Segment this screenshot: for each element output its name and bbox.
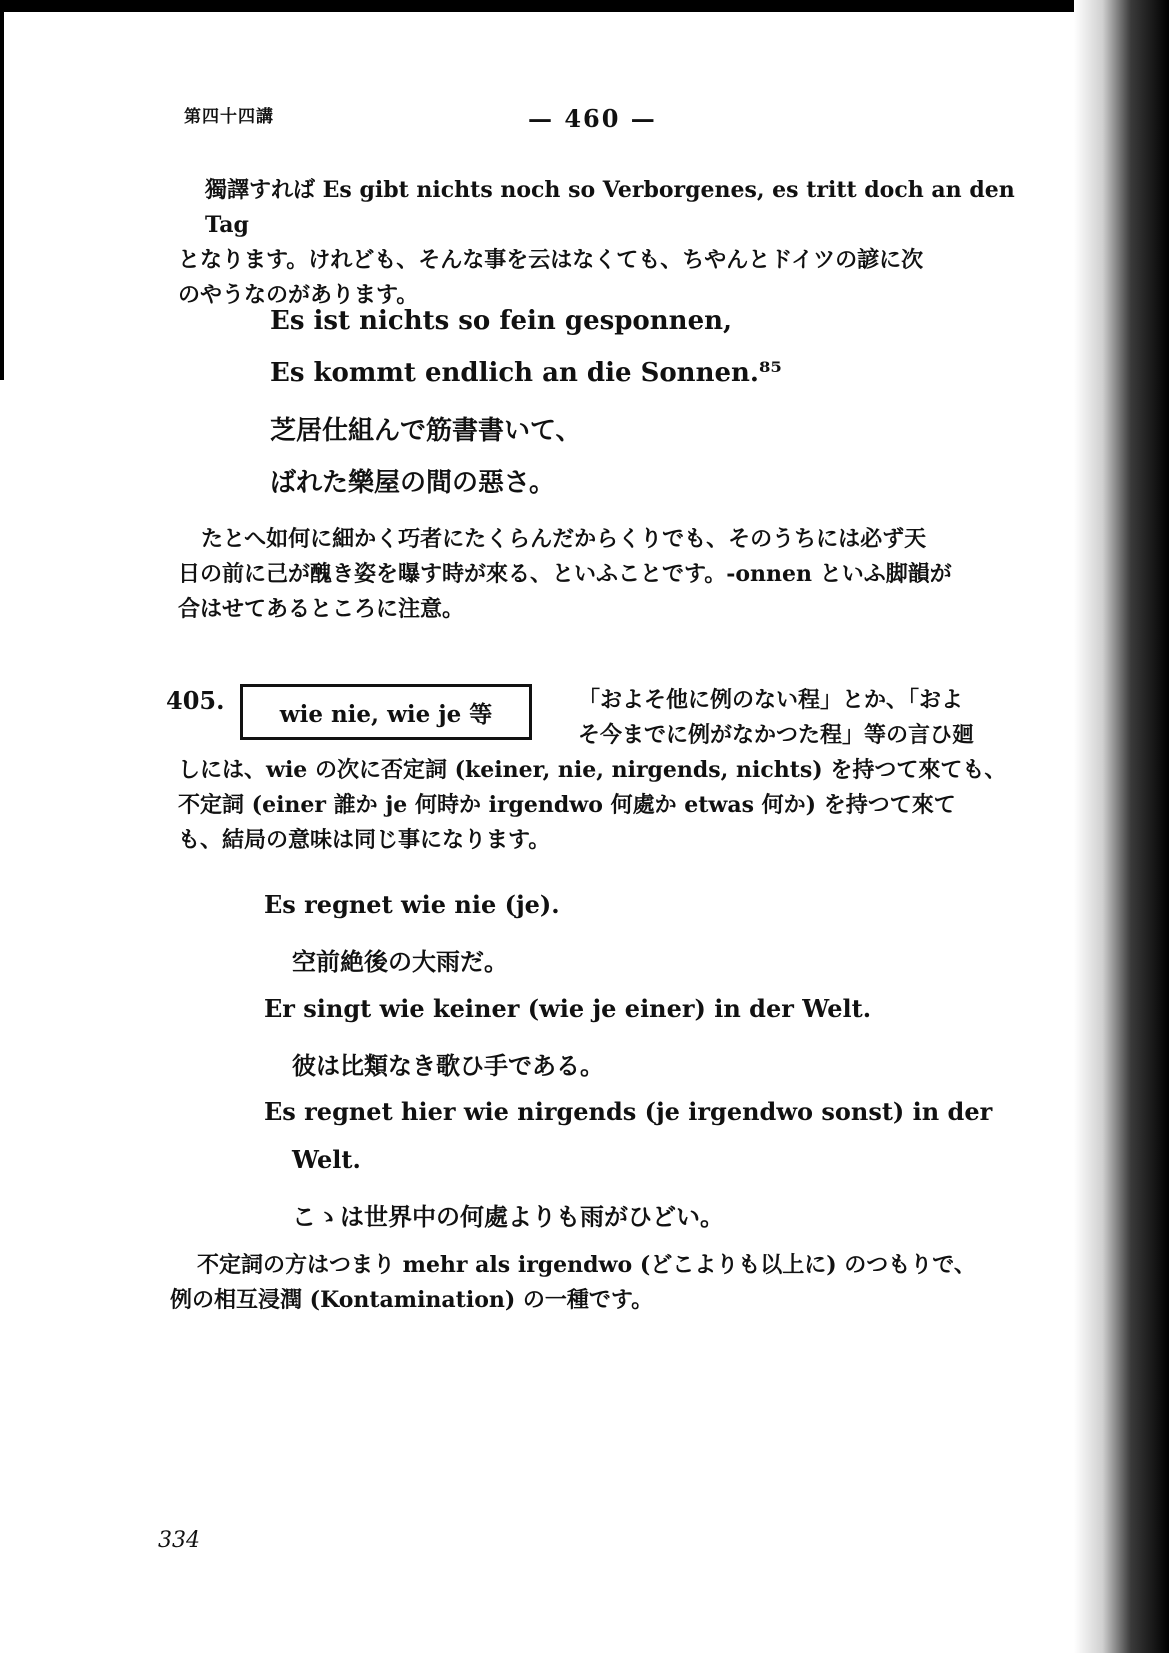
section-title: wie nie, wie je 等	[279, 700, 493, 728]
paragraph-line: のやうなのがあります。	[178, 282, 419, 308]
paragraph-line: 不定詞の方はつまり mehr als irgendwo (どこよりも以上に) のつもりで、	[197, 1252, 976, 1278]
paragraph-explanation	[178, 522, 1040, 627]
paragraph-line: 日の前に己が醜き姿を曝す時が來る、といふことです。-onnen といふ脚韻が	[178, 561, 952, 587]
paragraph-line: も、結局の意味は同じ事になります。	[178, 827, 551, 853]
example-german: Es regnet hier wie nirgends (je irgendwo sonst) in der	[264, 1097, 993, 1126]
paragraph-conclusion	[170, 1248, 1040, 1318]
paragraph-translation	[178, 173, 1040, 313]
footer-page-number: 334	[158, 1528, 200, 1553]
example-german: Es regnet wie nie (je).	[264, 890, 560, 919]
verse-line: ばれた樂屋の間の惡さ。	[270, 468, 555, 498]
example-japanese: 空前絶後の大雨だ。	[292, 947, 508, 976]
paragraph-line: となります。けれども、そんな事を云はなくても、ちやんとドイツの諺に次	[178, 247, 924, 273]
example-german-continued: Welt.	[292, 1145, 361, 1174]
paragraph-line: たとへ如何に細かく巧者にたくらんだからくりでも、そのうちには必ず天	[201, 526, 927, 552]
paragraph-line: しには、wie の次に否定詞 (keiner, nie, nirgends, nichts) を持つて來ても、	[178, 757, 1007, 783]
paragraph-line: 「およそ他に例のない程」とか、「およ	[578, 687, 964, 713]
section-body	[178, 683, 1040, 858]
paragraph-line: 獨譯すれば Es gibt nichts noch so Verborgenes, es tritt doch an den Tag	[205, 177, 1015, 238]
section-number: 405.	[166, 686, 225, 715]
scan-left-edge	[0, 0, 4, 380]
example-japanese: こゝは世界中の何處よりも雨がひどい。	[292, 1202, 724, 1231]
verse-line: Es ist nichts so fein gesponnen,	[270, 306, 733, 336]
page-header-number: — 460 —	[528, 104, 657, 133]
paragraph-line: そ今までに例がなかつた程」等の言ひ廻	[578, 722, 975, 748]
verse-line: Es kommt endlich an die Sonnen.⁸⁵	[270, 358, 782, 388]
scan-right-edge	[1074, 0, 1169, 1653]
example-german: Er singt wie keiner (wie je einer) in der Welt.	[264, 994, 872, 1023]
example-japanese: 彼は比類なき歌ひ手である。	[292, 1051, 604, 1080]
paragraph-line: 合はせてあるところに注意。	[178, 596, 465, 622]
chapter-label: 第四十四講	[184, 107, 274, 127]
scan-top-edge	[0, 0, 1169, 12]
verse-line: 芝居仕組んで筋書書いて、	[270, 416, 582, 446]
paragraph-line: 不定詞 (einer 誰か je 何時か irgendwo 何處か etwas 何か) を持つて來て	[178, 792, 956, 818]
paragraph-line: 例の相互浸潤 (Kontamination) の一種です。	[170, 1287, 654, 1313]
